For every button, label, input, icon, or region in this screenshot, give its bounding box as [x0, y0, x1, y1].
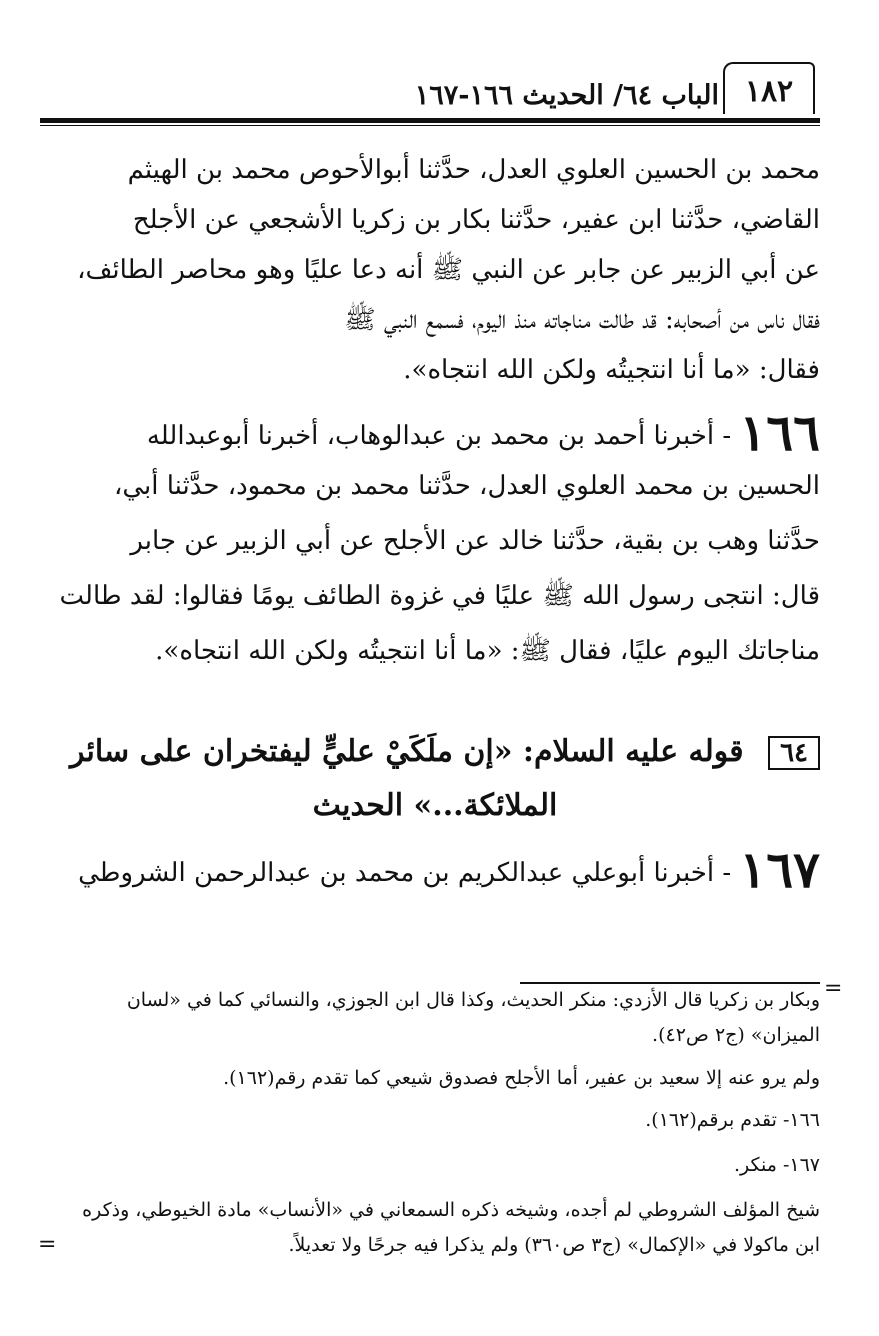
- page-number: ١٨٢: [744, 74, 794, 109]
- body-line: فقال: «ما أنا انتجيتُه ولكن الله انتجاه».: [403, 355, 820, 385]
- continuation-mark: =: [824, 976, 843, 1001]
- chapter-number-box: ٦٤: [768, 736, 820, 770]
- hadith-number-166: ١٦٦: [739, 405, 820, 462]
- footnote-line: ابن ماكولا في «الإكمال» (ج٣ ص٣٦٠) ولم يذكرا فيه جرحًا ولا تعديلاً.: [288, 1234, 820, 1256]
- body-line: حدَّثنا وهب بن بقية، حدَّثنا خالد عن الأجلح عن أبي الزبير عن جابر: [130, 526, 820, 556]
- continuation-mark: =: [38, 1232, 57, 1257]
- hadith-166-text: - أخبرنا أحمد بن محمد بن عبدالوهاب، أخبرنا أبوعبدالله: [146, 421, 732, 451]
- chapter-heading-text: قوله عليه السلام: «إن ملَكَيْ عليٍّ ليفتخران على سائر: [69, 734, 744, 769]
- footnote-line: وبكار بن زكريا قال الأزدي: منكر الحديث، وكذا قال ابن الجوزي، والنسائي كما في «لسان: [126, 989, 820, 1011]
- header-rule-thin: [40, 125, 820, 126]
- running-header-title: الباب ٦٤/ الحديث ١٦٦-١٦٧: [414, 80, 719, 111]
- body-line: محمد بن الحسين العلوي العدل، حدَّثنا أبوالأحوص محمد بن الهيثم: [127, 155, 820, 185]
- hadith-167-first-line: [50, 840, 820, 903]
- footnote-line: شيخ المؤلف الشروطي لم أجده، وشيخه ذكره السمعاني في «الأنساب» مادة الخيوطي، وذكره: [82, 1199, 820, 1221]
- page-number-box: [723, 62, 815, 114]
- footnote-line: الميزان» (ج٢ ص٤٢).: [652, 1024, 820, 1046]
- footnote-rule: [520, 982, 820, 984]
- body-line: مناجاتك اليوم عليًا، فقال ﷺ: «ما أنا انتجيتُه ولكن الله انتجاه».: [155, 636, 820, 666]
- hadith-167-text: - أخبرنا أبوعلي عبدالكريم بن محمد بن عبدالرحمن الشروطي: [78, 858, 732, 888]
- footnote-line: ١٦٦- تقدم برقم(١٦٢).: [645, 1109, 820, 1131]
- chapter-heading: [50, 730, 820, 774]
- body-line: القاضي، حدَّثنا ابن عفير، حدَّثنا بكار بن زكريا الأشجعي عن الأجلح: [132, 205, 820, 235]
- body-line: فقال ناس من أصحابه: قد طالت مناجاته منذ اليوم، فسمع النبي ﷺ: [344, 305, 820, 335]
- hadith-number-167: ١٦٧: [739, 840, 820, 899]
- header-rule-thick: [40, 118, 820, 123]
- body-line: عن أبي الزبير عن جابر عن النبي ﷺ أنه دعا عليًا وهو محاصر الطائف،: [77, 255, 820, 285]
- chapter-heading-line2: الملائكة...» الحديث: [312, 788, 558, 823]
- footnote-line: ١٦٧- منكر.: [733, 1154, 820, 1176]
- hadith-166-first-line: [50, 405, 820, 464]
- body-line: الحسين بن محمد العلوي العدل، حدَّثنا محمد بن محمود، حدَّثنا أبي،: [113, 471, 820, 501]
- body-line: قال: انتجى رسول الله ﷺ عليًا في غزوة الطائف يومًا فقالوا: لقد طالت: [59, 581, 820, 611]
- footnote-line: ولم يرو عنه إلا سعيد بن عفير، أما الأجلح فصدوق شيعي كما تقدم رقم(١٦٢).: [223, 1067, 820, 1089]
